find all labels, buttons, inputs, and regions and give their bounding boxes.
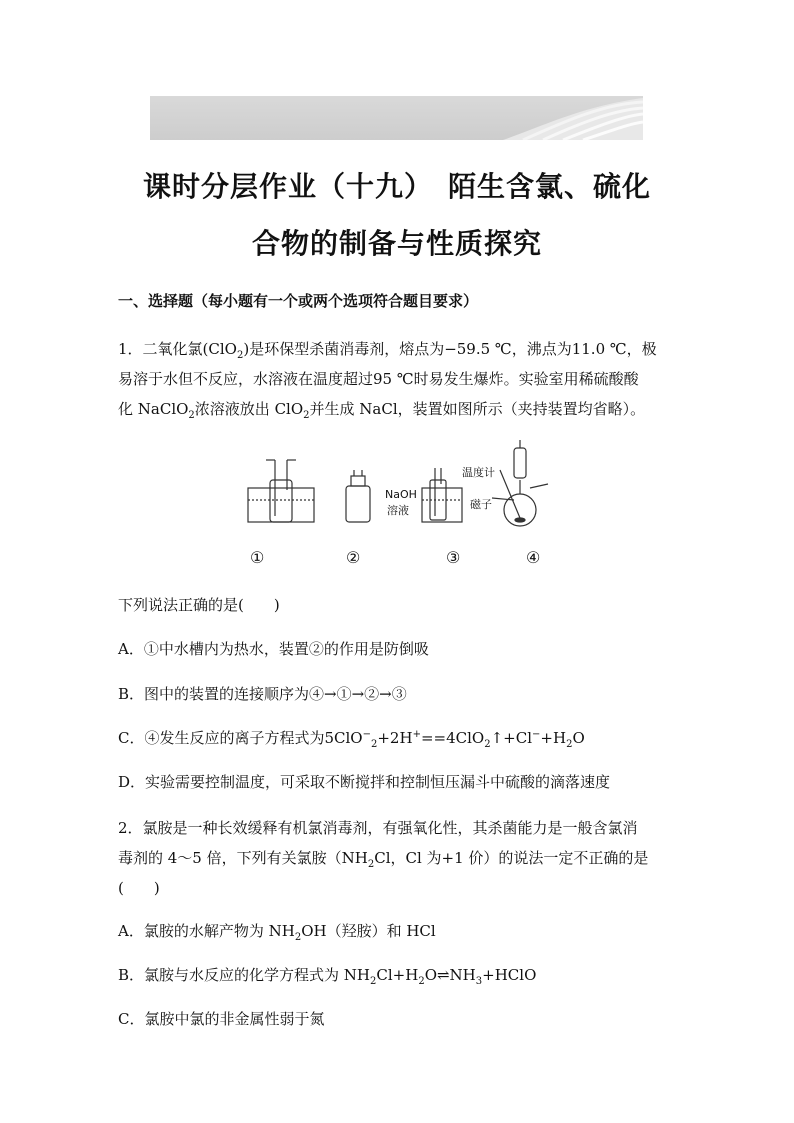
apparatus-number-4: ④ — [526, 548, 541, 567]
apparatus-number-3: ③ — [446, 548, 461, 567]
q2-option-a: A．氯胺的水解产物为 $NH_2OH$（羟胺）和 HCl — [118, 922, 436, 943]
q2-line3: ( ) — [118, 879, 160, 897]
q1-line2: 易溶于水但不反应，水溶液在温度超过95 ℃时易发生爆炸。实验室用稀硫酸酸 — [118, 370, 639, 388]
q1-option-c: C．④发生反应的离子方程式为$5ClO^-_2+2H^+==4ClO_2↑+Cl^-+H_2O$ — [118, 729, 585, 750]
header-banner — [150, 96, 643, 140]
q2-option-b: B．氯胺与水反应的化学方程式为 $NH_2Cl+H_2O\rightleftharpoons NH_3+HClO$ — [118, 966, 537, 987]
section-heading: 一、选择题（每小题有一个或两个选项符合题目要求） — [118, 292, 479, 310]
q1-option-b: B．图中的装置的连接顺序为④→①→②→③ — [118, 685, 407, 703]
solution-label: 溶液 — [387, 504, 409, 517]
apparatus-number-1: ① — [250, 548, 265, 567]
q2-line1: 2．氯胺是一种长效缓释有机氯消毒剂，有强氧化性，其杀菌能力是一般含氯消 — [118, 819, 638, 837]
page-curl-decoration — [443, 96, 643, 140]
naoh-label: NaOH — [385, 488, 417, 501]
q1-option-d: D．实验需要控制温度，可采取不断搅拌和控制恒压漏斗中硫酸的滴落速度 — [118, 773, 611, 791]
q1-line1: 1．二氧化氯(ClO$_2$)是环保型杀菌消毒剂，熔点为−59.5 ℃，沸点为11.0 ℃，极 — [118, 340, 657, 361]
q2-line2: 毒剂的 4～5 倍，下列有关氯胺（$NH_2Cl$，Cl 为+1 价）的说法一定不正确的是 — [118, 849, 649, 870]
magnet-label: 磁子 — [470, 498, 492, 511]
thermometer-label: 温度计 — [462, 466, 495, 479]
apparatus-figure — [230, 440, 570, 575]
q1-line3: 化 NaClO$_2$浓溶液放出 ClO$_2$并生成 NaCl，装置如图所示（夹持装置均省略）。 — [118, 400, 646, 421]
apparatus-number-2: ② — [346, 548, 361, 567]
page-title-line2: 合物的制备与性质探究 — [251, 227, 542, 260]
q1-prompt: 下列说法正确的是( ) — [118, 596, 280, 614]
q1-option-a: A．①中水槽内为热水，装置②的作用是防倒吸 — [118, 640, 429, 658]
page-title-line1: 课时分层作业（十九） 陌生含氯、硫化 — [142, 170, 651, 203]
q2-option-c: C．氯胺中氯的非金属性弱于氮 — [118, 1010, 325, 1028]
